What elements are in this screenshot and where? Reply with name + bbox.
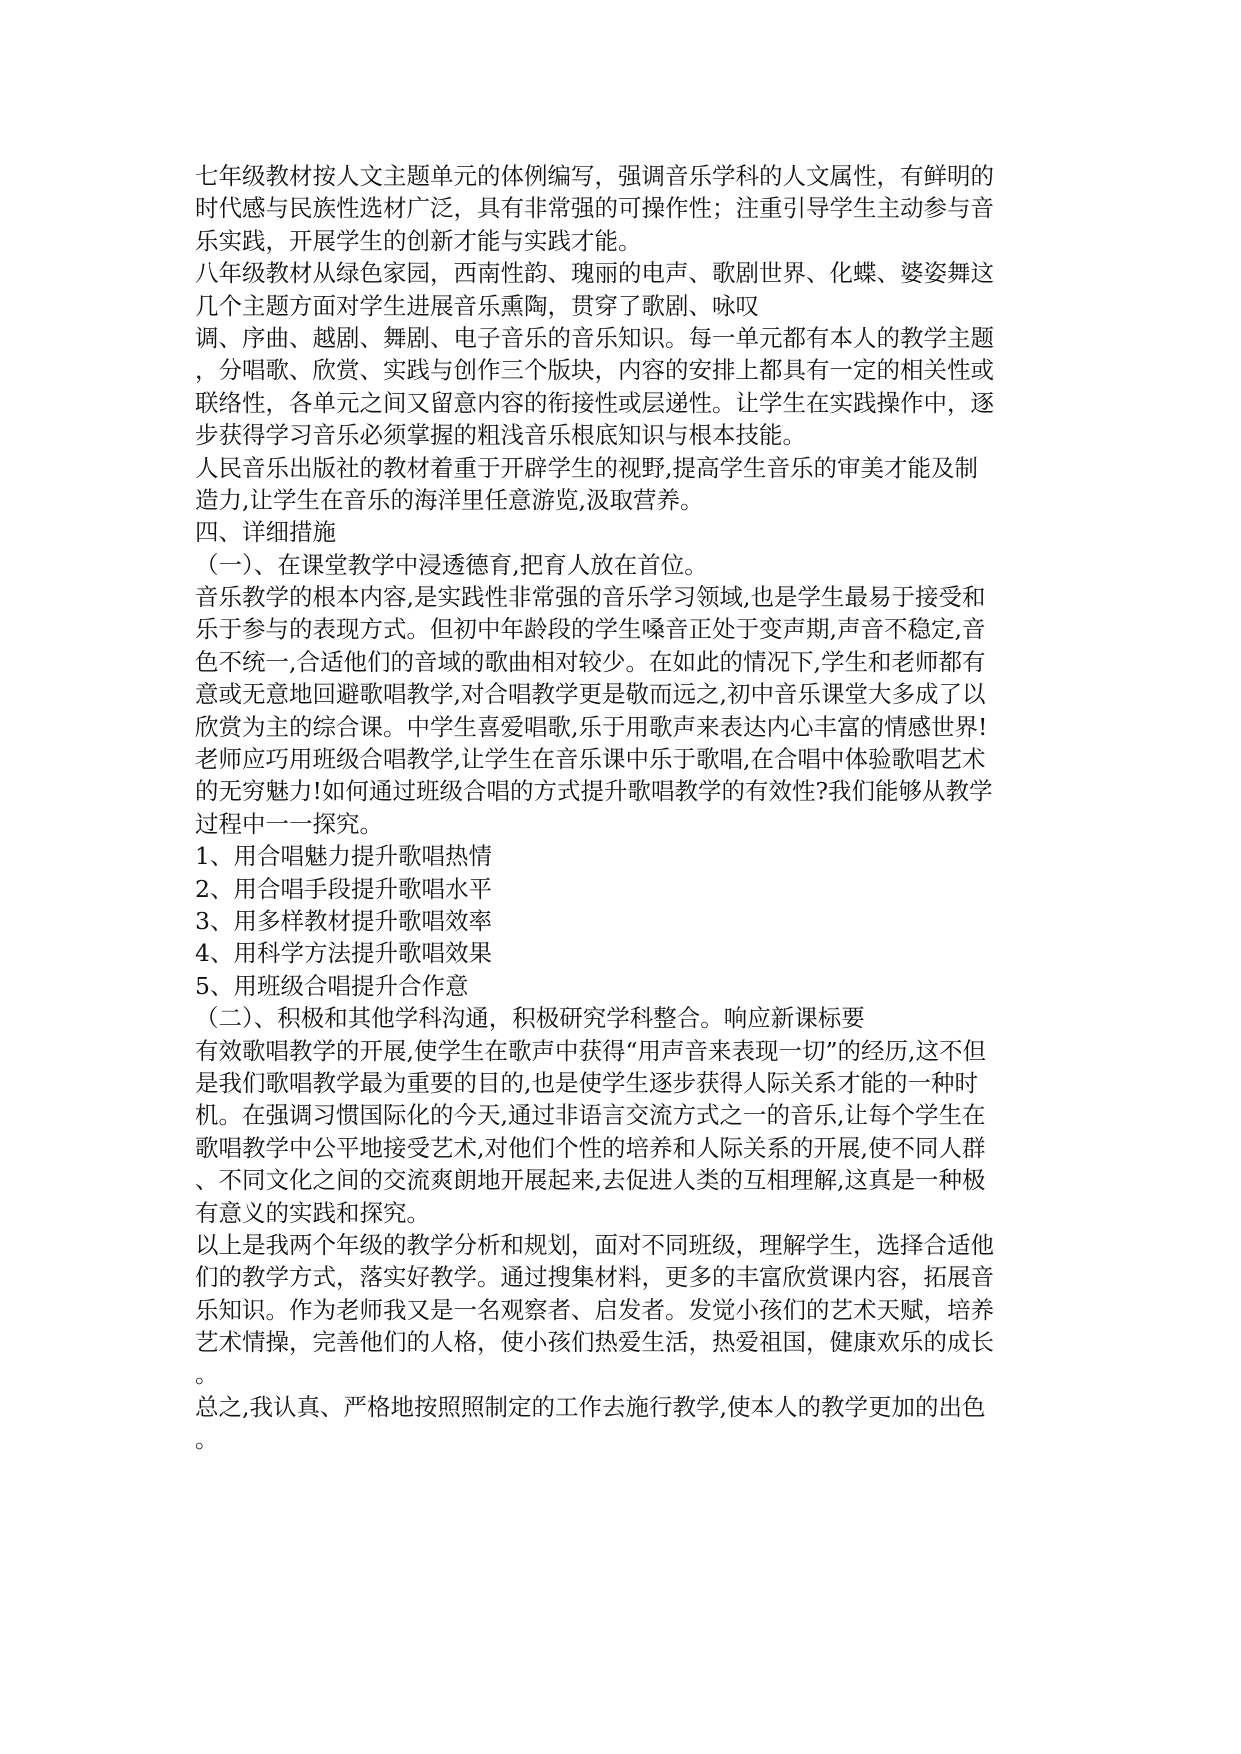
text-line: 歌唱教学中公平地接受艺术,对他们个性的培养和人际关系的开展,使不同人群 [195, 1133, 986, 1162]
text-line: 机。在强调习惯国际化的今天,通过非语言交流方式之一的音乐,让每个学生在 [195, 1101, 986, 1130]
text-line: 。 [195, 1425, 219, 1454]
text-line: 时代感与民族性选材广泛，具有非常强的可操作性；注重引导学生主动参与音 [195, 194, 994, 223]
text-line: 七年级教材按人文主题单元的体例编写，强调音乐学科的人文属性，有鲜明的 [195, 162, 994, 190]
list-item: 4、用科学方法提升歌唱效果 [195, 939, 492, 968]
subsection-heading: （一）、在课堂教学中浸透德育,把育人放在首位。 [195, 550, 708, 579]
text-line: 以上是我两个年级的教学分析和规划，面对不同班级，理解学生，选择合适他 [195, 1230, 994, 1259]
text-line: 过程中一一探究。 [195, 809, 383, 838]
text-line: 、不同文化之间的交流爽朗地开展起来,去促进人类的互相理解,这真是一种极 [195, 1166, 986, 1195]
subsection-heading: （二）、积极和其他学科沟通，积极研究学科整合。响应新课标要 [195, 1004, 865, 1033]
text-line: 艺术情操，完善他们的人格，使小孩们热爱生活，热爱祖国，健康欢乐的成长 [195, 1328, 994, 1357]
list-item: 1、用合唱魅力提升歌唱热情 [195, 842, 492, 871]
text-line: 造力,让学生在音乐的海洋里任意游览,汲取营养。 [195, 485, 704, 514]
text-line: 是我们歌唱教学最为重要的目的,也是使学生逐步获得人际关系才能的一种时 [195, 1068, 978, 1097]
text-line: 有效歌唱教学的开展,使学生在歌声中获得“用声音来表现一切”的经历,这不但 [195, 1036, 986, 1065]
section-heading: 四、详细措施 [195, 518, 336, 547]
text-line: 有意义的实践和探究。 [195, 1198, 430, 1227]
list-item: 3、用多样教材提升歌唱效率 [195, 906, 492, 935]
text-line: 。 [195, 1360, 219, 1389]
text-line: ，分唱歌、欣赏、实践与创作三个版块，内容的安排上都具有一定的相关性或 [195, 356, 994, 385]
text-line: 调、序曲、越剧、舞剧、电子音乐的音乐知识。每一单元都有本人的教学主题 [195, 323, 994, 352]
text-line: 的无穷魅力!如何通过班级合唱的方式提升歌唱教学的有效性?我们能够从教学 [195, 777, 993, 806]
text-line: 几个主题方面对学生进展音乐熏陶，贯穿了歌剧、咏叹 [195, 291, 759, 320]
text-line: 色不统一,合适他们的音域的歌曲相对较少。在如此的情况下,学生和老师都有 [195, 647, 986, 676]
text-line: 步获得学习音乐必须掌握的粗浅音乐根底知识与根本技能。 [195, 421, 806, 450]
list-item: 5、用班级合唱提升合作意 [195, 971, 469, 1000]
text-line: 意或无意地回避歌唱教学,对合唱教学更是敬而远之,初中音乐课堂大多成了以 [195, 680, 986, 709]
list-item: 2、用合唱手段提升歌唱水平 [195, 874, 492, 903]
text-line: 欣赏为主的综合课。中学生喜爱唱歌,乐于用歌声来表达内心丰富的情感世界! [195, 712, 988, 741]
text-line: 乐知识。作为老师我又是一名观察者、启发者。发觉小孩们的艺术天赋，培养 [195, 1295, 994, 1324]
text-line: 乐于参与的表现方式。但初中年龄段的学生嗓音正处于变声期,声音不稳定,音 [195, 615, 986, 644]
text-line: 人民音乐出版社的教材着重于开辟学生的视野,提高学生音乐的审美才能及制 [195, 453, 978, 482]
text-line: 乐实践，开展学生的创新才能与实践才能。 [195, 226, 642, 255]
text-line: 总之,我认真、严格地按照照制定的工作去施行教学,使本人的教学更加的出色 [195, 1392, 986, 1421]
document-body [195, 160, 1055, 1456]
text-line: 音乐教学的根本内容,是实践性非常强的音乐学习领域,也是学生最易于接受和 [195, 583, 986, 612]
text-line: 们的教学方式，落实好教学。通过搜集材料，更多的丰富欣赏课内容，拓展音 [195, 1263, 994, 1292]
text-line: 老师应巧用班级合唱教学,让学生在音乐课中乐于歌唱,在合唱中体验歌唱艺术 [195, 745, 986, 774]
text-line: 八年级教材从绿色家园，西南性韵、瑰丽的电声、歌剧世界、化蝶、婆姿舞这 [195, 259, 994, 288]
text-line: 联络性，各单元之间又留意内容的衔接性或层递性。让学生在实践操作中，逐 [195, 388, 994, 417]
